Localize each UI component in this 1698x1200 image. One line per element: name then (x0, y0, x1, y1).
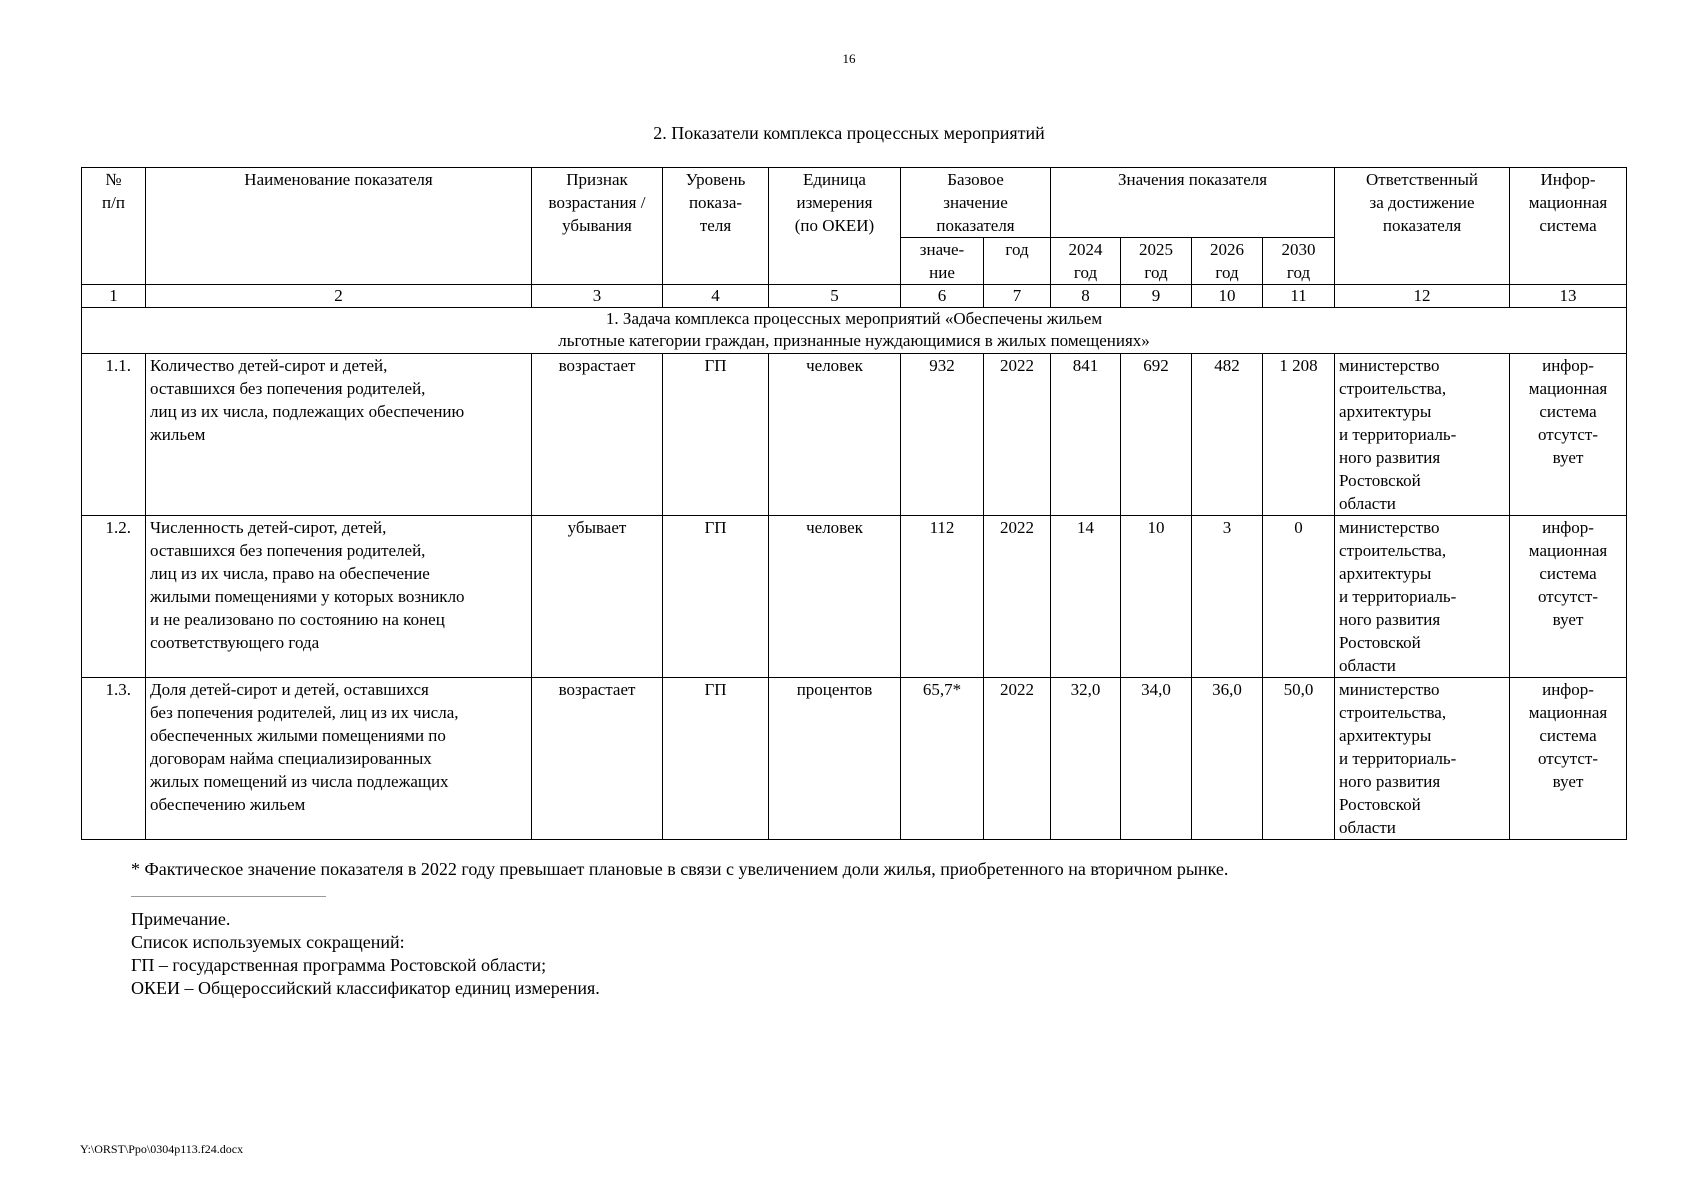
column-number: 12 (1335, 285, 1510, 308)
text-line: убывания (562, 216, 632, 235)
footnote-rule (131, 896, 326, 897)
text-line: и не реализовано по состоянию на конец (150, 610, 445, 629)
text-line: и территориаль- (1339, 425, 1457, 444)
text-line: мационная (1528, 379, 1608, 398)
text-line: и территориаль- (1339, 749, 1457, 768)
indicator-value-2024: 841 (1051, 354, 1121, 516)
text-line: система (1539, 216, 1597, 235)
notes (131, 908, 600, 1000)
text-line: показателя (1382, 216, 1462, 235)
indicator-level: ГП (663, 354, 769, 516)
indicator-value-2026: 3 (1192, 516, 1263, 678)
text-line: вует (1552, 448, 1584, 467)
text-line: за достижение (1369, 193, 1475, 212)
text-line: Ответственный (1366, 170, 1479, 189)
text-line: 2024 (1068, 240, 1103, 259)
indicator-code: 1.2. (82, 516, 146, 678)
text-line: договорам найма специализированных (150, 749, 432, 768)
text-line: ного развития (1339, 448, 1441, 467)
indicator-row (82, 678, 1627, 840)
text-line: оставшихся без попечения родителей, (150, 379, 426, 398)
header-values: Значения показателя (1051, 168, 1335, 238)
text-line: ние (929, 263, 955, 282)
indicator-row (82, 516, 1627, 678)
header-system (1510, 168, 1627, 285)
header-level (663, 168, 769, 285)
text-line: ного развития (1339, 772, 1441, 791)
indicator-name (146, 678, 532, 840)
indicator-name (146, 516, 532, 678)
text-line: измерения (796, 193, 873, 212)
indicator-value-2024: 14 (1051, 516, 1121, 678)
indicator-value-2026: 482 (1192, 354, 1263, 516)
column-number: 13 (1510, 285, 1627, 308)
text-line: без попечения родителей, лиц из их числа, (150, 703, 459, 722)
note-line: ГП – государственная программа Ростовской области; (131, 955, 547, 975)
indicator-code: 1.1. (82, 354, 146, 516)
text-line: и территориаль- (1339, 587, 1457, 606)
text-line: Признак (566, 170, 628, 189)
text-line: соответствующего года (150, 633, 320, 652)
text-line: год (1286, 263, 1311, 282)
text-line: министерство (1339, 518, 1440, 537)
column-number: 10 (1192, 285, 1263, 308)
column-number: 4 (663, 285, 769, 308)
text-line: система (1539, 726, 1597, 745)
text-line: лиц из их числа, подлежащих обеспечению (150, 402, 465, 421)
indicator-code: 1.3. (82, 678, 146, 840)
text-line: строительства, (1339, 379, 1447, 398)
indicator-system (1510, 516, 1627, 678)
text-line: инфор- (1542, 356, 1594, 375)
header-year-2025 (1121, 238, 1192, 285)
text-line: ного развития (1339, 610, 1441, 629)
text-line: Уровень (685, 170, 746, 189)
text-line: отсутст- (1538, 749, 1599, 768)
indicator-sign: возрастает (532, 354, 663, 516)
indicator-level: ГП (663, 678, 769, 840)
text-line: система (1539, 564, 1597, 583)
text-line: год (1144, 263, 1168, 282)
column-number: 9 (1121, 285, 1192, 308)
text-line: области (1339, 656, 1396, 675)
file-path: Y:\ORST\Ppo\0304p113.f24.docx (80, 1142, 244, 1156)
text-line: строительства, (1339, 703, 1447, 722)
text-line: система (1539, 402, 1597, 421)
text-line: год (1215, 263, 1239, 282)
text-line: 2025 (1139, 240, 1173, 259)
header-base-year: год (984, 238, 1051, 285)
header-row (82, 168, 1627, 238)
text-line: показателя (936, 216, 1015, 235)
task-title (82, 308, 1627, 354)
indicator-base-year: 2022 (984, 354, 1051, 516)
text-line: Доля детей-сирот и детей, оставшихся (150, 680, 429, 699)
indicator-unit: процентов (769, 678, 901, 840)
text-line: 1. Задача комплекса процессных мероприятий «Обеспечены жильем (605, 309, 1103, 328)
indicator-value-2025: 10 (1121, 516, 1192, 678)
text-line: области (1339, 494, 1396, 513)
header-year-2026 (1192, 238, 1263, 285)
indicator-responsible (1335, 678, 1510, 840)
task-row (82, 308, 1627, 354)
indicator-base-year: 2022 (984, 678, 1051, 840)
text-line: вует (1552, 772, 1584, 791)
column-number: 3 (532, 285, 663, 308)
indicator-system (1510, 678, 1627, 840)
text-line: архитектуры (1339, 726, 1432, 745)
text-line: 2026 (1210, 240, 1244, 259)
header-year-2030 (1263, 238, 1335, 285)
indicator-value-2025: 692 (1121, 354, 1192, 516)
text-line: возрастания / (548, 193, 646, 212)
text-line: Инфор- (1540, 170, 1596, 189)
text-line: архитектуры (1339, 564, 1432, 583)
indicator-unit: человек (769, 516, 901, 678)
indicator-name (146, 354, 532, 516)
header-sign (532, 168, 663, 285)
indicator-base-value: 112 (901, 516, 984, 678)
indicators-table (81, 167, 1627, 840)
column-number: 2 (146, 285, 532, 308)
column-number: 6 (901, 285, 984, 308)
indicator-system (1510, 354, 1627, 516)
column-number: 1 (82, 285, 146, 308)
indicator-value-2030: 0 (1263, 516, 1335, 678)
text-line: оставшихся без попечения родителей, (150, 541, 426, 560)
indicator-value-2030: 1 208 (1263, 354, 1335, 516)
indicator-level: ГП (663, 516, 769, 678)
page-number: 16 (842, 51, 856, 66)
text-line: министерство (1339, 356, 1440, 375)
text-line: Количество детей-сирот и детей, (150, 356, 388, 375)
text-line: строительства, (1339, 541, 1447, 560)
text-line: лиц из их числа, право на обеспечение (150, 564, 430, 583)
text-line: теля (699, 216, 732, 235)
text-line: значение (943, 193, 1008, 212)
text-line: № (105, 170, 122, 189)
note-line: ОКЕИ – Общероссийский классификатор единиц измерения. (131, 978, 600, 998)
header-year-2024 (1051, 238, 1121, 285)
indicator-value-2024: 32,0 (1051, 678, 1121, 840)
header-base-value (901, 238, 984, 285)
text-line: льготные категории граждан, признанные нуждающимися в жилых помещениях» (558, 331, 1150, 350)
text-line: отсутст- (1538, 425, 1599, 444)
indicator-responsible (1335, 516, 1510, 678)
text-line: Ростовской (1339, 795, 1421, 814)
text-line: области (1339, 818, 1396, 837)
text-line: Базовое (947, 170, 1004, 189)
indicator-base-value: 932 (901, 354, 984, 516)
text-line: год (1073, 263, 1098, 282)
note-line: Список используемых сокращений: (131, 932, 405, 952)
column-numbers-row (82, 285, 1627, 308)
text-line: жилых помещений из числа подлежащих (150, 772, 449, 791)
text-line: Единица (803, 170, 866, 189)
text-line: архитектуры (1339, 402, 1432, 421)
text-line: вует (1552, 610, 1584, 629)
header-num (82, 168, 146, 285)
indicator-sign: убывает (532, 516, 663, 678)
text-line: инфор- (1542, 680, 1594, 699)
indicator-sign: возрастает (532, 678, 663, 840)
header-base (901, 168, 1051, 238)
text-line: жильем (150, 425, 206, 444)
text-line: Ростовской (1339, 471, 1421, 490)
indicator-responsible (1335, 354, 1510, 516)
indicator-base-year: 2022 (984, 516, 1051, 678)
text-line: мационная (1528, 541, 1608, 560)
text-line: значе- (919, 240, 965, 259)
header-name: Наименование показателя (146, 168, 532, 285)
column-number: 5 (769, 285, 901, 308)
indicator-value-2030: 50,0 (1263, 678, 1335, 840)
text-line: отсутст- (1538, 587, 1599, 606)
text-line: Ростовской (1339, 633, 1421, 652)
column-number: 7 (984, 285, 1051, 308)
text-line: мационная (1528, 703, 1608, 722)
header-responsible (1335, 168, 1510, 285)
text-line: 2030 (1281, 240, 1316, 259)
indicator-value-2026: 36,0 (1192, 678, 1263, 840)
text-line: п/п (102, 193, 125, 212)
header-unit (769, 168, 901, 285)
text-line: (по ОКЕИ) (794, 216, 875, 235)
indicator-unit: человек (769, 354, 901, 516)
indicator-row (82, 354, 1627, 516)
text-line: жилыми помещениями у которых возникло (150, 587, 465, 606)
column-number: 8 (1051, 285, 1121, 308)
indicator-base-value: 65,7* (901, 678, 984, 840)
text-line: показа- (688, 193, 743, 212)
text-line: министерство (1339, 680, 1440, 699)
column-number: 11 (1263, 285, 1335, 308)
text-line: инфор- (1542, 518, 1594, 537)
indicator-value-2025: 34,0 (1121, 678, 1192, 840)
footnote: * Фактическое значение показателя в 2022 году превышает плановые в связи с увеличением доли жилья, приобретенного на вторичном рынке. (131, 859, 1229, 879)
text-line: мационная (1528, 193, 1608, 212)
text-line: Численность детей-сирот, детей, (150, 518, 387, 537)
text-line: обеспеченных жилыми помещениями по (150, 726, 446, 745)
note-line: Примечание. (131, 909, 231, 929)
section-title: 2. Показатели комплекса процессных мероприятий (653, 123, 1045, 143)
text-line: обеспечению жильем (150, 795, 306, 814)
